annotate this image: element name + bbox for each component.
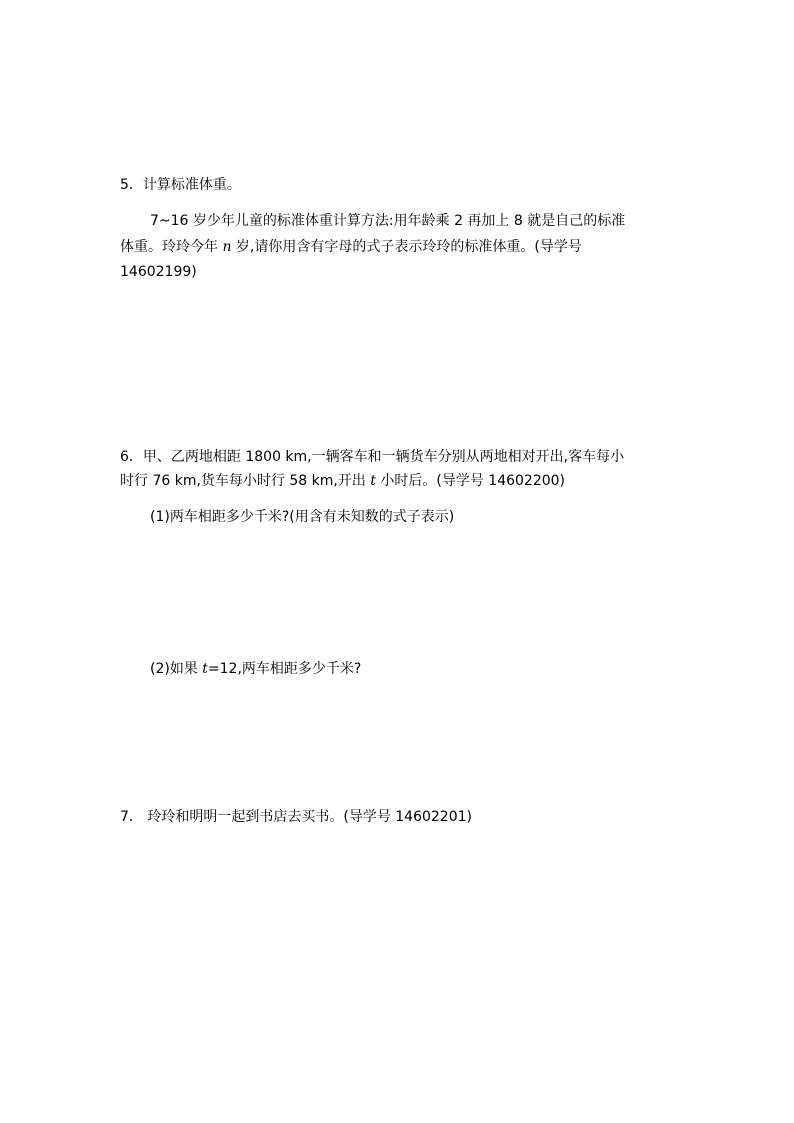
q6-text-line2-start: 时行 76 km,货车每小时行 58 km,开出 bbox=[120, 473, 371, 489]
q6-sub2-start: (2)如果 bbox=[150, 661, 203, 677]
q6-subquestion-1: (1)两车相距多少千米?(用含有未知数的式子表示) bbox=[150, 509, 455, 525]
q5-text-line2-end: 岁,请你用含有字母的式子表示玲玲的标准体重。(导学号 bbox=[231, 239, 582, 255]
q5-ref-number: 14602199) bbox=[120, 264, 197, 280]
q6-text-line2-end: 小时后。(导学号 14602200) bbox=[375, 473, 566, 489]
variable-t: t bbox=[370, 473, 376, 489]
q5-text-line1: 7~16 岁少年儿童的标准体重计算方法:用年龄乘 2 再加上 8 就是自己的标准 bbox=[150, 213, 626, 229]
q6-subquestion-2 bbox=[150, 659, 361, 679]
variable-t-sub2: t bbox=[202, 661, 208, 677]
q6-text-line2 bbox=[120, 471, 565, 491]
variable-n: n bbox=[222, 239, 232, 255]
q5-text-line2-start: 体重。玲玲今年 bbox=[120, 239, 223, 255]
q5-title: 5．计算标准体重。 bbox=[120, 177, 241, 193]
q5-text-line2 bbox=[120, 237, 582, 257]
q6-text-line1: 6．甲、乙两地相距 1800 km,一辆客车和一辆货车分别从两地相对开出,客车每小 bbox=[120, 449, 625, 465]
q7-text-line1: 7． 玲玲和明明一起到书店去买书。(导学号 14602201) bbox=[120, 809, 472, 825]
q6-sub2-end: =12,两车相距多少千米? bbox=[207, 661, 362, 677]
